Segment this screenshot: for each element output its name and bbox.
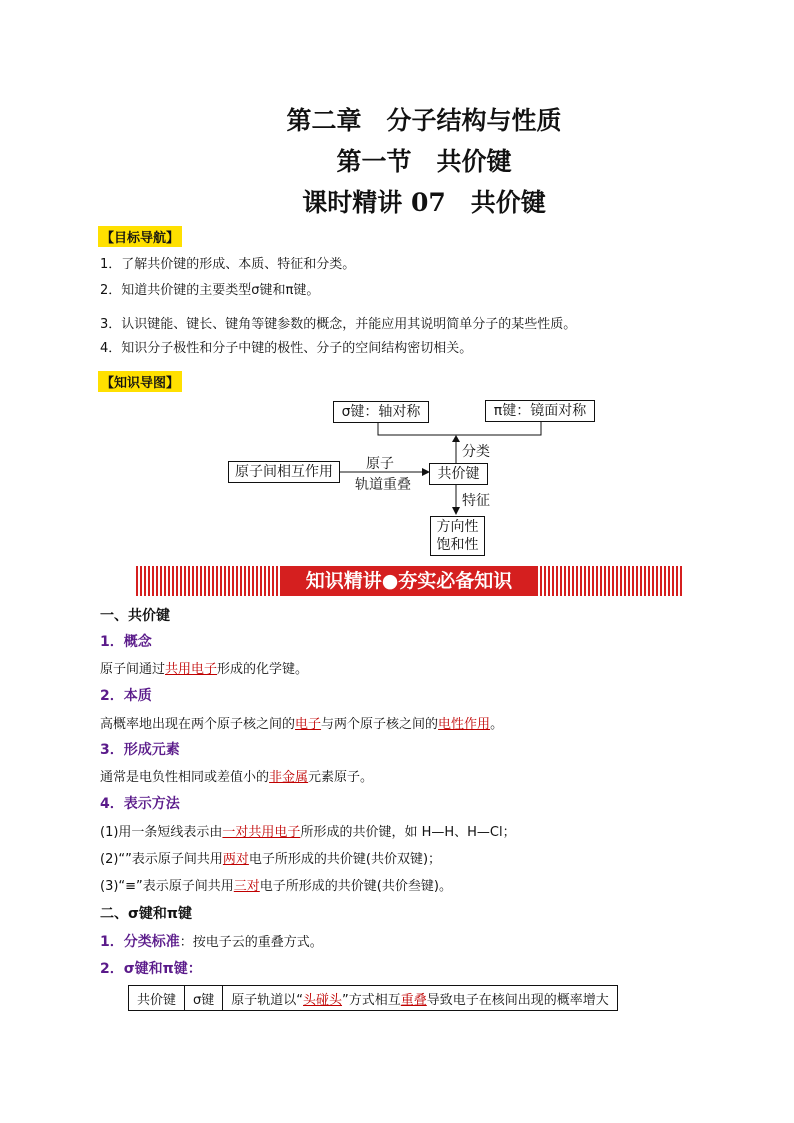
answer-electric-interaction: 电性作用 <box>438 717 491 732</box>
properties-box <box>430 516 485 556</box>
elements-line: 通常是电负性相同或差值小的非金属元素原子。 <box>100 770 374 785</box>
answer-head-on: 头碰头 <box>303 992 343 1008</box>
answer-overlap: 重叠 <box>400 992 427 1008</box>
notation-line-3: (3)“≡”表示原子间共用三对电子所形成的共价键(共价叁键)。 <box>100 879 452 894</box>
section-covalent: 一、共价键 <box>100 608 170 624</box>
arrow-label-atom: 原子 <box>366 456 394 472</box>
goal-item-3: 3．认识键能、键长、键角等键参数的概念，并能应用其说明简单分子的某些性质。 <box>100 317 577 332</box>
pi-bond-box: π键：镜面对称 <box>485 400 595 422</box>
classification-line: 1．分类标准：按电子云的重叠方式。 <box>100 934 323 950</box>
section-sigma-pi: 二、σ键和π键 <box>100 906 192 922</box>
lesson-title: 课时精讲 07 共价键 <box>302 188 546 217</box>
answer-electrons: 电子 <box>295 717 322 732</box>
table-row <box>129 986 618 1011</box>
answer-nonmetal: 非金属 <box>269 770 309 785</box>
answer-three-pairs: 三对 <box>233 879 260 894</box>
classify-label: 分类 <box>462 444 490 460</box>
banner-text: 知识精讲●夯实必备知识 <box>305 570 513 592</box>
section-title: 第一节 共价键 <box>336 147 512 176</box>
bond-table <box>128 985 618 1011</box>
answer-one-pair: 一对共用电子 <box>222 825 301 840</box>
knowledge-banner <box>136 566 682 596</box>
concept-line: 原子间通过共用电子形成的化学键。 <box>100 662 309 677</box>
table-cell-description: 原子轨道以“头碰头”方式相互重叠导致电子在核间出现的概率增大 <box>223 986 618 1011</box>
goal-item-4: 4．知识分子极性和分子中键的极性、分子的空间结构密切相关。 <box>100 341 473 356</box>
property-direction: 方向性 <box>436 519 479 535</box>
goal-item-2: 2．知道共价键的主要类型σ键和π键。 <box>100 283 320 298</box>
table-cell-sigma: σ键 <box>185 986 223 1011</box>
heading-essence: 2．本质 <box>100 688 152 704</box>
essence-line: 高概率地出现在两个原子核之间的电子与两个原子核之间的电性作用。 <box>100 717 504 732</box>
arrow-label-overlap: 轨道重叠 <box>355 477 411 493</box>
feature-label: 特征 <box>462 493 490 509</box>
heading-classification: 1．分类标准 <box>100 934 180 950</box>
chapter-title: 第二章 分子结构与性质 <box>286 106 562 135</box>
table-cell-covalent: 共价键 <box>129 986 185 1011</box>
mindmap-tag: 【知识导图】 <box>98 371 182 392</box>
covalent-bond-box: 共价键 <box>429 463 488 485</box>
heading-notation: 4．表示方法 <box>100 796 180 812</box>
answer-shared-electrons: 共用电子 <box>165 662 218 677</box>
goals-tag: 【目标导航】 <box>98 226 182 247</box>
goal-item-1: 1．了解共价键的形成、本质、特征和分类。 <box>100 257 356 272</box>
heading-concept: 1．概念 <box>100 634 152 650</box>
heading-sigma-pi: 2．σ键和π键： <box>100 961 202 977</box>
property-saturation: 饱和性 <box>436 537 479 553</box>
sigma-bond-box: σ键：轴对称 <box>333 401 429 423</box>
atoms-interaction-box: 原子间相互作用 <box>228 461 340 483</box>
notation-line-2: (2)“”表示原子间共用两对电子所形成的共价键(共价双键)； <box>100 852 442 867</box>
notation-line-1: (1)用一条短线表示由一对共用电子所形成的共价键，如 H—H、H—Cl； <box>100 825 516 840</box>
heading-elements: 3．形成元素 <box>100 742 180 758</box>
answer-two-pairs: 两对 <box>222 852 249 867</box>
